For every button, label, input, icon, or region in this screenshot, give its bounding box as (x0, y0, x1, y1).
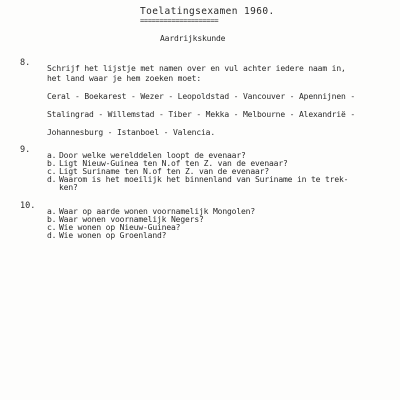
item-letter: c. (47, 223, 57, 232)
item-letter: d. (47, 175, 57, 184)
subject-heading: Aardrijkskunde (160, 34, 226, 43)
title-underline: ==================== (140, 17, 219, 25)
question-8-names-line-3: Johannesburg - Istanboel - Valencia. (47, 128, 215, 137)
item-text: Waar op aarde wonen voornamelijk Mongolen? (59, 207, 255, 216)
item-text: Wie wonen op Groenland? (59, 231, 167, 240)
item-letter: c. (47, 167, 57, 176)
question-9-number: 9. (20, 145, 31, 155)
item-text: Ligt Suriname ten N.of ten Z. van de evenaar? (59, 167, 269, 176)
item-letter: a. (47, 151, 57, 160)
item-letter: d. (47, 231, 57, 240)
question-8-number: 8. (20, 58, 31, 68)
item-letter: a. (47, 207, 57, 216)
item-text: Waarom is het moeilijk het binnenland van Suriname in te trek- (59, 175, 349, 184)
question-8-intro-line-2: het land waar je hem zoeken moet: (47, 74, 201, 83)
question-10-item-d (47, 231, 166, 241)
item-letter: b. (47, 159, 57, 168)
item-text: Door welke werelddelen loopt de evenaar? (59, 151, 246, 160)
question-8-intro-line-1: Schrijf het lijstje met namen over en vul achter iedere naam in, (47, 64, 346, 73)
question-8-names-line-1: Ceral - Boekarest - Wezer - Leopoldstad - Vancouver - Apennijnen - (47, 92, 355, 101)
item-text: Ligt Nieuw-Guinea ten N.of ten Z. van de evenaar? (59, 159, 288, 168)
question-9-item-d (47, 175, 348, 185)
exam-title: Toelatingsexamen 1960. (140, 6, 275, 17)
item-text: Wie wonen op Nieuw-Guinea? (59, 223, 181, 232)
question-8-names-line-2: Stalingrad - Willemstad - Tiber - Mekka - Melbourne - Alexandrië - (47, 110, 355, 119)
item-letter: b. (47, 215, 57, 224)
question-9-item-d-continuation: ken? (59, 183, 78, 192)
item-text: Waar wonen voornamelijk Negers? (59, 215, 204, 224)
question-10-number: 10. (20, 201, 36, 211)
